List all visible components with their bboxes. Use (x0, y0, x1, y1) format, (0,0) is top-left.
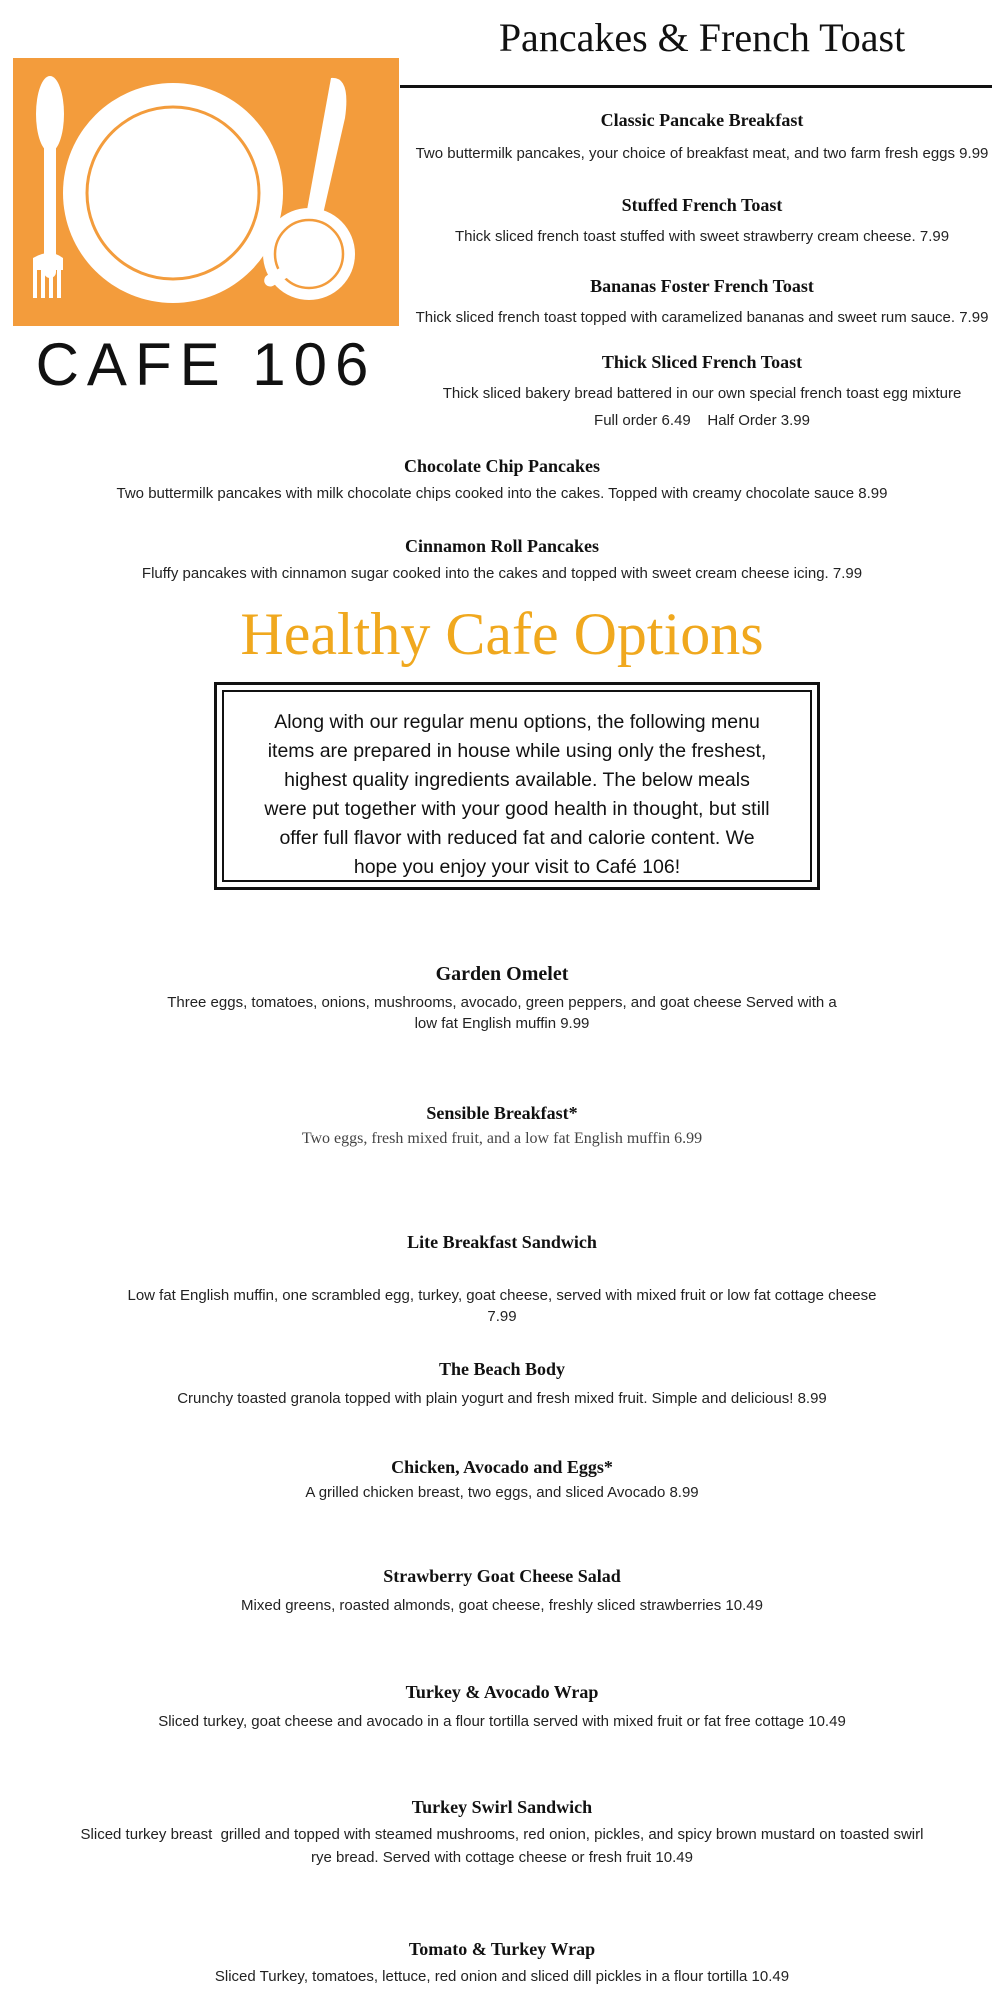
item-description-cont: low fat English muffin 9.99 (414, 1015, 590, 1032)
item-description: Thick sliced bakery bread battered in our own special french toast egg mixture (442, 385, 962, 402)
item-name: Strawberry Goat Cheese Salad (383, 1566, 621, 1586)
menu-item (400, 195, 1004, 245)
item-description-cont: rye bread. Served with cottage cheese or fresh fruit 10.49 (311, 1849, 693, 1866)
menu-item (400, 276, 1004, 326)
item-name: Tomato & Turkey Wrap (408, 1939, 596, 1959)
intro-box (214, 682, 820, 890)
menu-item (400, 352, 1004, 429)
menu-item (0, 1566, 1004, 1614)
item-description: Two buttermilk pancakes with milk chocolate chips cooked into the cakes. Topped with creamy chocolate sauce 8.99 (116, 485, 888, 502)
brand-name: CAFE 106 (35, 331, 377, 398)
item-description: Thick sliced french toast topped with caramelized bananas and sweet rum sauce. 7.99 (415, 309, 989, 326)
item-description: Three eggs, tomatoes, onions, mushrooms, avocado, green peppers, and goat cheese Served with a (167, 994, 837, 1011)
menu-item (0, 1939, 1004, 1985)
item-description: Low fat English muffin, one scrambled egg, turkey, goat cheese, served with mixed fruit or low fat cottage cheese (127, 1287, 877, 1304)
menu-item (0, 963, 1004, 1032)
menu-item (0, 1797, 1004, 1866)
item-description: Mixed greens, roasted almonds, goat cheese, freshly sliced strawberries 10.49 (241, 1597, 763, 1614)
item-price-options: Full order 6.49 Half Order 3.99 (594, 412, 810, 429)
item-description: Sliced turkey, goat cheese and avocado in a flour tortilla served with mixed fruit or fat free cottage 10.49 (158, 1713, 846, 1730)
intro-text: Along with our regular menu options, the following menu items are prepared in house while using only the freshest, highest quality ingredients available. The below meals were put together with your good health in thought, but still offer full flavor with reduced fat and calorie content. We hope you enjoy your visit to Café 106! (264, 711, 770, 878)
menu-item (0, 1232, 1004, 1325)
item-description: A grilled chicken breast, two eggs, and sliced Avocado 8.99 (305, 1484, 699, 1501)
item-description-cont: 7.99 (487, 1308, 517, 1325)
item-description: Crunchy toasted granola topped with plain yogurt and fresh mixed fruit. Simple and delicious! 8.99 (177, 1390, 827, 1407)
item-name: Lite Breakfast Sandwich (407, 1232, 597, 1252)
item-name: Chocolate Chip Pancakes (403, 456, 600, 476)
item-name: Chicken, Avocado and Eggs* (391, 1457, 613, 1477)
page-title: Pancakes & French Toast (498, 15, 906, 60)
plate-utensils-icon (13, 58, 399, 326)
section-heading: Healthy Cafe Options (240, 601, 764, 667)
title-divider (400, 85, 992, 88)
item-description: Sliced Turkey, tomatoes, lettuce, red onion and sliced dill pickles in a flour tortilla 10.49 (214, 1968, 790, 1985)
item-description: Two eggs, fresh mixed fruit, and a low fat English muffin 6.99 (301, 1130, 703, 1147)
logo-graphic (13, 58, 399, 326)
item-description: Sliced turkey breast grilled and topped with steamed mushrooms, red onion, pickles, and spicy brown mustard on toasted swirl (80, 1826, 924, 1843)
item-name: Classic Pancake Breakfast (600, 110, 804, 130)
item-description: Two buttermilk pancakes, your choice of breakfast meat, and two farm fresh eggs 9.99 (415, 145, 989, 162)
item-name: Bananas Foster French Toast (590, 276, 814, 296)
menu-item (0, 1103, 1004, 1148)
item-name: Garden Omelet (435, 963, 569, 985)
menu-item (0, 1359, 1004, 1407)
item-name: Turkey Swirl Sandwich (411, 1797, 593, 1817)
item-name: The Beach Body (438, 1359, 566, 1379)
menu-item (0, 536, 1004, 582)
item-name: Sensible Breakfast* (426, 1103, 578, 1123)
item-description: Thick sliced french toast stuffed with sweet strawberry cream cheese. 7.99 (454, 228, 950, 245)
menu-item (0, 1457, 1004, 1501)
intro-inner-border (222, 690, 812, 882)
menu-item (400, 110, 1004, 162)
item-description: Fluffy pancakes with cinnamon sugar cooked into the cakes and topped with sweet cream cheese icing. 7.99 (141, 565, 863, 582)
item-name: Thick Sliced French Toast (601, 352, 803, 372)
item-name: Cinnamon Roll Pancakes (404, 536, 600, 556)
menu-item (0, 456, 1004, 502)
item-name: Turkey & Avocado Wrap (405, 1682, 599, 1702)
item-name: Stuffed French Toast (621, 195, 783, 215)
menu-item (0, 1682, 1004, 1730)
